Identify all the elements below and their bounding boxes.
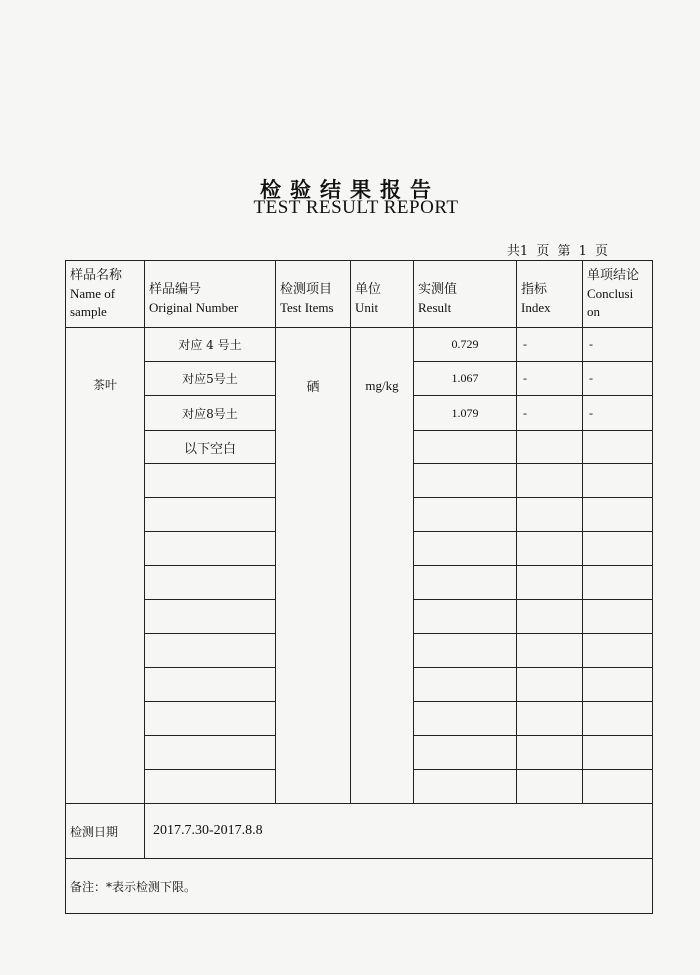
header-index-en: Index xyxy=(521,300,551,315)
empty-cell xyxy=(517,634,583,668)
empty-cell xyxy=(583,566,653,600)
empty-cell xyxy=(145,634,276,668)
header-sample-en2: sample xyxy=(70,304,107,319)
header-row xyxy=(66,261,653,328)
empty-cell xyxy=(517,566,583,600)
empty-cell xyxy=(583,498,653,532)
index-cell: - xyxy=(517,396,583,431)
empty-cell xyxy=(414,634,517,668)
empty-cell xyxy=(583,532,653,566)
empty-cell xyxy=(583,600,653,634)
header-index-cn: 指标 xyxy=(521,282,548,297)
header-result xyxy=(414,261,517,328)
empty-cell xyxy=(517,770,583,804)
empty-cell xyxy=(517,498,583,532)
header-index xyxy=(517,261,583,328)
header-sample-en1: Name of xyxy=(70,286,116,301)
test-item-cell: 硒 xyxy=(276,328,351,804)
test-date-value: 2017.7.30-2017.8.8 xyxy=(145,804,653,859)
empty-cell xyxy=(414,770,517,804)
note-row xyxy=(66,859,653,914)
header-item-cn: 检测项目 xyxy=(280,282,333,297)
note-text: 备注：*表示检测下限。 xyxy=(66,859,653,914)
table-row xyxy=(66,328,653,362)
empty-cell xyxy=(145,566,276,600)
conclusion-cell xyxy=(583,431,653,464)
empty-cell xyxy=(583,736,653,770)
empty-cell xyxy=(414,566,517,600)
header-number-en: Original Number xyxy=(149,300,239,315)
conclusion-cell: - xyxy=(583,396,653,431)
sample-name-cell: 茶叶 xyxy=(66,328,145,804)
index-cell xyxy=(517,431,583,464)
result-table xyxy=(65,260,653,914)
report-title-cn: 检验结果报告 xyxy=(260,177,440,202)
empty-cell xyxy=(517,668,583,702)
empty-cell xyxy=(583,634,653,668)
report-title-en: TEST RESULT REPORT xyxy=(253,197,459,218)
header-result-cn: 实测值 xyxy=(418,282,458,297)
empty-cell xyxy=(414,464,517,498)
header-result-en: Result xyxy=(418,300,452,315)
header-conclusion xyxy=(583,261,653,328)
header-original-number xyxy=(145,261,276,328)
result-cell xyxy=(414,431,517,464)
unit-cell: mg/kg xyxy=(351,328,414,804)
original-number-cell: 对应5号土 xyxy=(145,362,276,396)
empty-cell xyxy=(145,702,276,736)
empty-cell xyxy=(414,600,517,634)
original-number-cell: 对应8号土 xyxy=(145,396,276,431)
empty-cell xyxy=(145,736,276,770)
result-cell: 1.079 xyxy=(414,396,517,431)
original-number-cell: 以下空白 xyxy=(145,431,276,464)
empty-cell xyxy=(517,464,583,498)
empty-cell xyxy=(145,770,276,804)
empty-cell xyxy=(583,770,653,804)
empty-cell xyxy=(145,668,276,702)
header-sample-name xyxy=(66,261,145,328)
header-number-cn: 样品编号 xyxy=(149,282,202,297)
empty-cell xyxy=(145,600,276,634)
test-date-row xyxy=(66,804,653,859)
empty-cell xyxy=(517,600,583,634)
header-unit xyxy=(351,261,414,328)
index-cell: - xyxy=(517,328,583,362)
header-sample-cn: 样品名称 xyxy=(70,268,123,283)
empty-cell xyxy=(583,464,653,498)
header-unit-cn: 单位 xyxy=(355,282,382,297)
empty-cell xyxy=(414,498,517,532)
empty-cell xyxy=(414,532,517,566)
index-cell: - xyxy=(517,362,583,396)
empty-cell xyxy=(414,702,517,736)
header-unit-en: Unit xyxy=(355,300,379,315)
empty-cell xyxy=(517,702,583,736)
header-item-en: Test Items xyxy=(280,300,334,315)
empty-cell xyxy=(414,668,517,702)
empty-cell xyxy=(583,668,653,702)
header-conclusion-en2: on xyxy=(587,304,600,319)
empty-cell xyxy=(145,532,276,566)
empty-cell xyxy=(414,736,517,770)
empty-cell xyxy=(517,532,583,566)
conclusion-cell: - xyxy=(583,362,653,396)
page-info: 共1 页 第 1 页 xyxy=(506,244,608,259)
result-cell: 1.067 xyxy=(414,362,517,396)
original-number-cell: 对应 4 号土 xyxy=(145,328,276,362)
empty-cell xyxy=(145,498,276,532)
header-conclusion-en1: Conclusi xyxy=(587,286,634,301)
conclusion-cell: - xyxy=(583,328,653,362)
test-date-label: 检测日期 xyxy=(66,804,145,859)
empty-cell xyxy=(145,464,276,498)
header-test-items xyxy=(276,261,351,328)
empty-cell xyxy=(583,702,653,736)
header-conclusion-cn: 单项结论 xyxy=(587,268,640,283)
empty-cell xyxy=(517,736,583,770)
result-cell: 0.729 xyxy=(414,328,517,362)
